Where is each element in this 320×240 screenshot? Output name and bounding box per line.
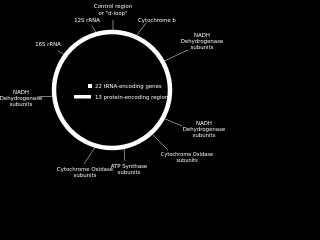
- legend-trna-swatch: [88, 84, 92, 88]
- label-nadh-bottom-right-sub2: subunits: [192, 133, 216, 139]
- label-nadh-left-sub2: subunits: [9, 102, 33, 108]
- label-nadh-left-sub1: Dehydrogenase: [0, 96, 43, 102]
- label-nadh-bottom-right: NADH: [196, 121, 212, 127]
- label-control-region-sub: or "d-loop": [98, 11, 128, 17]
- label-12s-rrna: 12S rRNA: [74, 18, 100, 24]
- legend-protein-swatch: [74, 95, 91, 99]
- label-cox-bottom: Cytochrome Oxidase: [56, 167, 114, 173]
- label-cytochrome-b: Cytochrome b: [138, 18, 176, 24]
- label-cox-bottom-sub: subunits: [73, 173, 97, 179]
- label-cox-right-sub: subunits: [176, 158, 198, 164]
- label-atp-synthase: ATP Synthase: [110, 164, 148, 170]
- label-nadh-top-right-sub1: Dehydrogenase: [180, 39, 224, 45]
- label-nadh-top-right-sub2: subunits: [190, 45, 214, 51]
- label-nadh-bottom-right-sub1: Dehydrogenase: [182, 127, 226, 133]
- legend-trna-label: 22 tRNA-encoding genes: [95, 84, 162, 90]
- label-cox-right: Cytochrome Oxidase: [160, 152, 214, 158]
- label-nadh-top-right: NADH: [194, 33, 210, 39]
- label-control-region: Control region: [93, 4, 133, 10]
- legend-protein-label: 13 protein-encoding regions: [95, 95, 172, 101]
- label-atp-synthase-sub: subunits: [117, 170, 141, 176]
- label-16s-rrna: 16S rRNA: [35, 42, 61, 48]
- label-nadh-left: NADH: [13, 90, 29, 96]
